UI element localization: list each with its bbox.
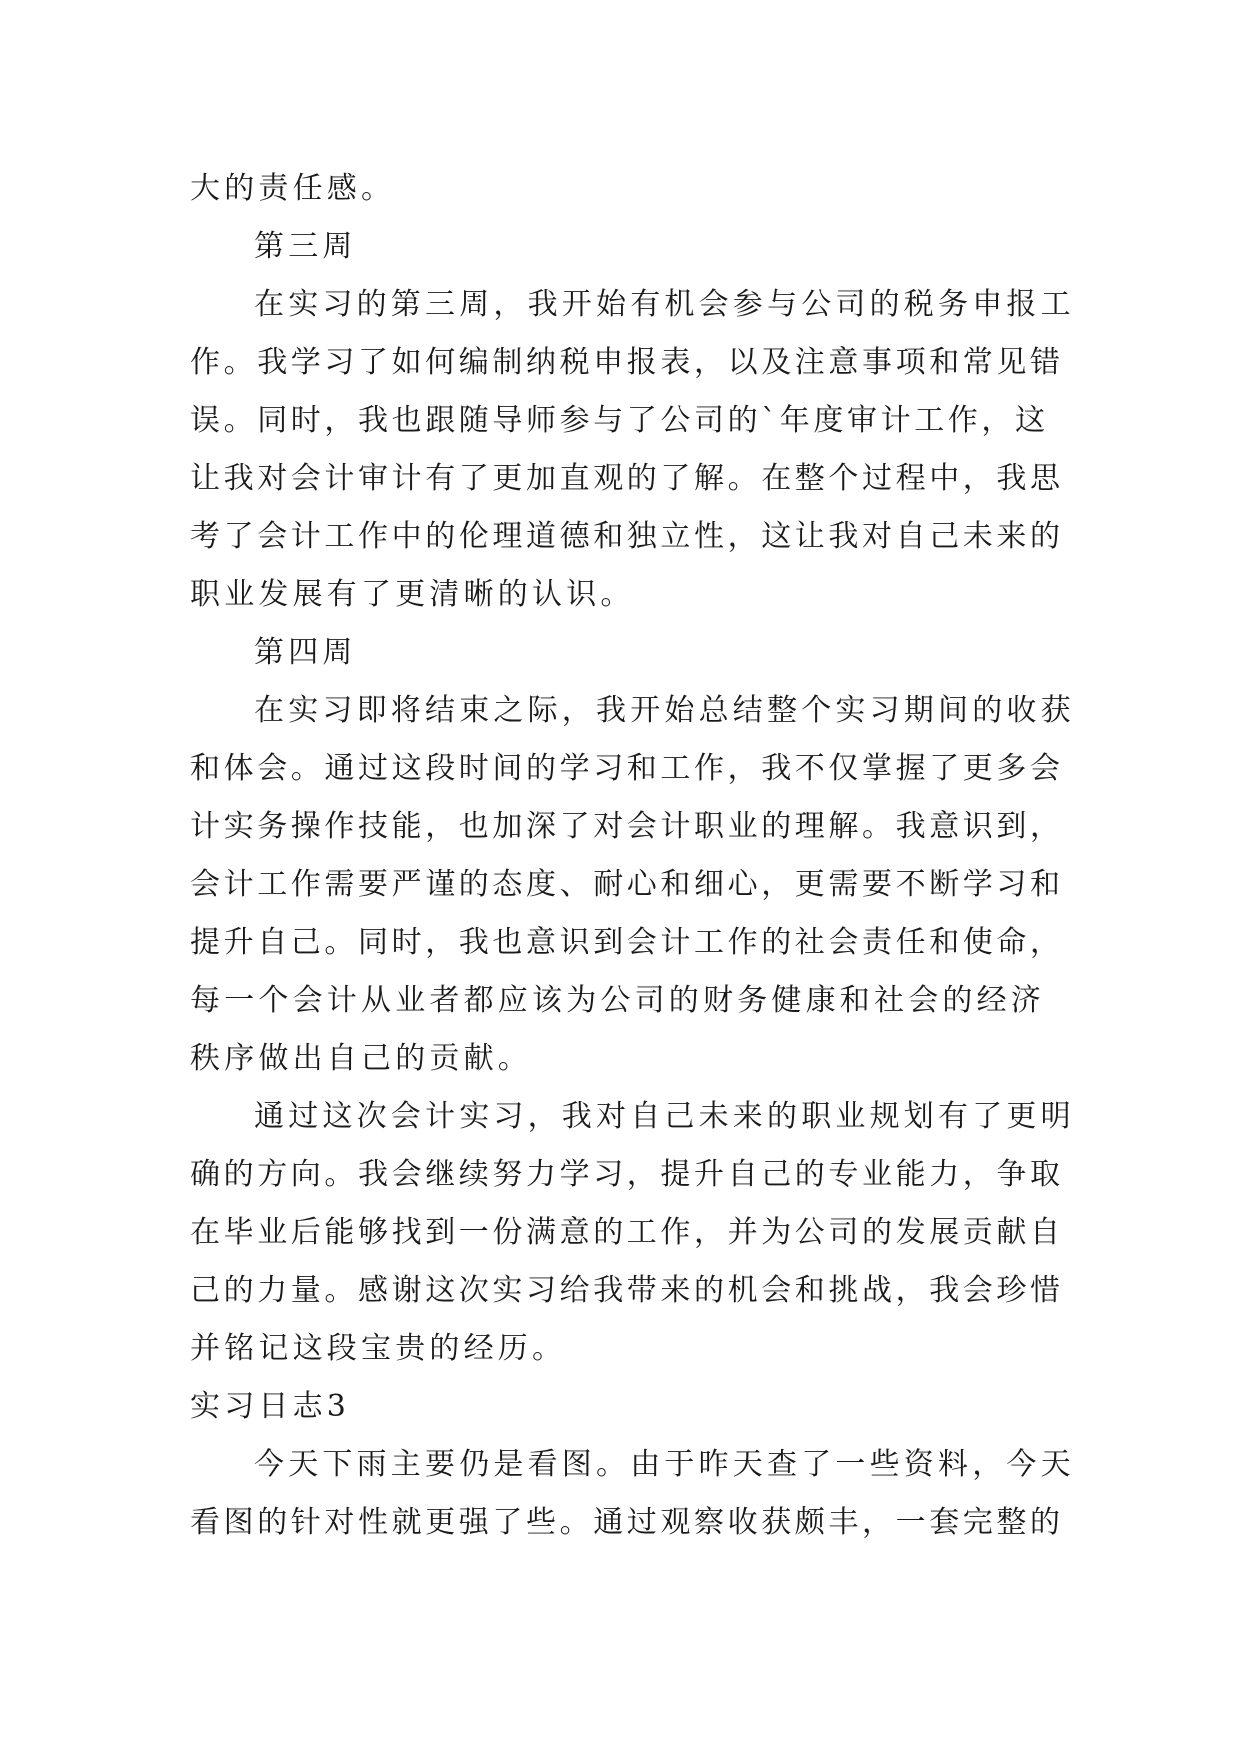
- text-line: 看图的针对性就更强了些。通过观察收获颇丰，一套完整的: [190, 1505, 1064, 1540]
- text-line: 每一个会计从业者都应该为公司的财务健康和社会的经济: [190, 983, 1045, 1018]
- text-line: 误。同时，我也跟随导师参与了公司的`年度审计工作，这: [190, 403, 1049, 438]
- text-line: 大的责任感。: [190, 171, 396, 206]
- text-line: 己的力量。感谢这次实习给我带来的机会和挑战，我会珍惜: [190, 1273, 1064, 1308]
- text-line: 今天下雨主要仍是看图。由于昨天查了一些资料，今天: [254, 1447, 1075, 1482]
- section-heading-week-4: 第四周: [254, 635, 357, 670]
- text-line: 通过这次会计实习，我对自己未来的职业规划有了更明: [254, 1099, 1075, 1134]
- text-line: 提升自己。同时，我也意识到会计工作的社会责任和使命，: [190, 925, 1064, 960]
- text-line: 会计工作需要严谨的态度、耐心和细心，更需要不断学习和: [190, 867, 1064, 902]
- text-line: 并铭记这段宝贵的经历。: [190, 1331, 567, 1366]
- text-line: 在毕业后能够找到一份满意的工作，并为公司的发展贡献自: [190, 1215, 1064, 1250]
- text-line: 在实习即将结束之际，我开始总结整个实习期间的收获: [254, 693, 1075, 728]
- text-line: 和体会。通过这段时间的学习和工作，我不仅掌握了更多会: [190, 751, 1064, 786]
- section-title-internship-log-3: 实习日志3: [190, 1389, 351, 1424]
- text-line: 在实习的第三周，我开始有机会参与公司的税务申报工: [254, 287, 1075, 322]
- section-heading-week-3: 第三周: [254, 229, 357, 264]
- document-page: [190, 160, 1075, 1552]
- text-line: 确的方向。我会继续努力学习，提升自己的专业能力，争取: [190, 1157, 1064, 1192]
- text-line: 考了会计工作中的伦理道德和独立性，这让我对自己未来的: [190, 519, 1064, 554]
- text-line: 让我对会计审计有了更加直观的了解。在整个过程中，我思: [190, 461, 1064, 496]
- text-line: 职业发展有了更清晰的认识。: [190, 577, 635, 612]
- text-line: 秩序做出自己的贡献。: [190, 1041, 532, 1076]
- text-line: 计实务操作技能，也加深了对会计职业的理解。我意识到，: [190, 809, 1064, 844]
- text-line: 作。我学习了如何编制纳税申报表，以及注意事项和常见错: [190, 345, 1064, 380]
